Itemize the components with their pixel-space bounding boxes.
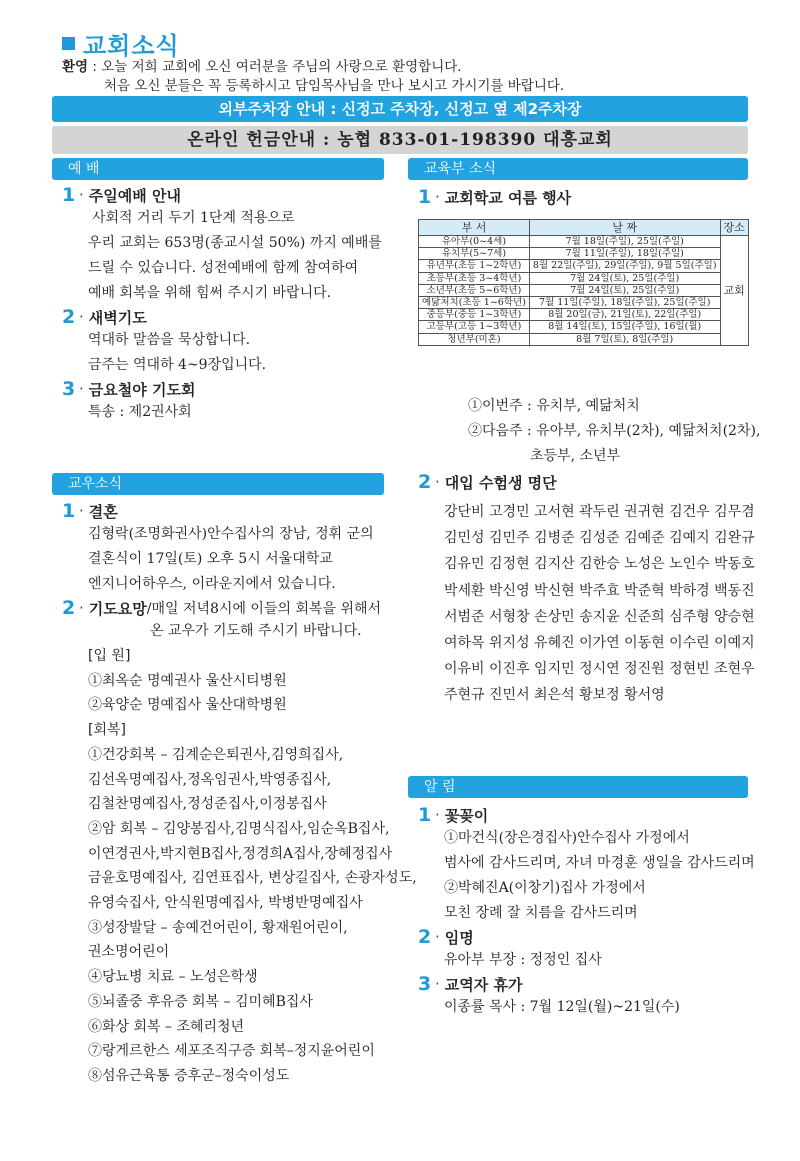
item-number: 3	[62, 378, 76, 400]
worship-1-line-3: 드릴 수 있습니다. 성전예배에 함께 참여하여	[88, 260, 359, 276]
admitted-2: ②육양순 명예집사 울산대학병원	[88, 697, 287, 714]
recovery-line: ③성장발달 – 송예건어린이, 황재원어린이,	[88, 919, 348, 936]
applicant-row: 김민성 김민주 김병준 김성준 김예준 김예지 김완규	[444, 530, 755, 547]
item-number: 3	[418, 973, 432, 995]
members-item-2-title	[62, 597, 402, 619]
table-header-cell: 부 서	[419, 220, 530, 236]
recovery-line: 김선옥명예집사,정옥임권사,박영종집사,	[88, 771, 332, 788]
flowers-line-3: ②박혜진A(이창기)집사 가정에서	[444, 880, 646, 896]
worship-3-line-1: 특송 : 제2권사회	[88, 404, 192, 420]
flowers-line-1: ①마건식(장은경집사)안수집사 가정에서	[444, 830, 690, 846]
members-item-1-title	[62, 500, 402, 522]
education-section	[418, 186, 750, 208]
item-title-text: 금요철야 기도회	[88, 380, 196, 399]
item-number: 2	[418, 471, 432, 493]
worship-2-line-2: 금주는 역대하 4~9장입니다.	[88, 357, 267, 373]
table-row	[419, 284, 749, 296]
item-title-rest: /매일 저녁8시에 이들의 회복을 위해서	[146, 601, 382, 617]
table-header-cell: 날 짜	[529, 220, 720, 236]
applicant-row: 강단비 고경민 고서현 곽두린 권귀현 김건우 김무겸	[444, 504, 755, 520]
item-title-text: 교회학교 여름 행사	[444, 188, 572, 207]
worship-1-line-2: 우리 교회는 653명(종교시설 50%) 까지 예배를	[88, 235, 382, 251]
dot-separator: ·	[79, 308, 84, 326]
applicant-row: 여하목 위지성 유혜진 이가연 이동현 이수린 이예지	[444, 635, 755, 652]
event-note-2: ②다음주 : 유아부, 유치부(2차), 예닮처치(2차),	[468, 423, 761, 439]
admitted-label: [입 원]	[88, 648, 131, 664]
recovery-line: 유영숙집사, 안식원명예집사, 박병반명예집사	[88, 895, 363, 912]
item-title-text: 결혼	[88, 502, 118, 521]
applicant-row: 김유민 김정현 김지산 김한승 노성은 노인수 박동호	[444, 556, 755, 573]
welcome-line-1	[62, 58, 762, 77]
table-cell: 예닮처치(초등 1~6학년)	[419, 296, 530, 308]
table-cell: 8월 7일(토), 8일(주일)	[529, 333, 720, 345]
item-number: 2	[418, 926, 432, 948]
table-cell: 소년부(초등 5~6학년)	[419, 284, 530, 296]
recovery-line: 김철찬명예집사,정성준집사,이정봉집사	[88, 796, 327, 813]
page-header	[62, 28, 762, 96]
recovery-line: 금윤호명예집사, 김연표집사, 변상길집사, 손광자성도,	[88, 870, 417, 887]
event-note-1: ①이번주 : 유치부, 예닮처치	[468, 398, 640, 414]
offering-banner: 온라인 헌금안내 : 농협 833-01-198390 대흥교회	[52, 126, 748, 154]
table-cell: 초등부(초등 3~4학년)	[419, 272, 530, 284]
section-header-worship: 예 배	[52, 158, 384, 180]
dot-separator: ·	[435, 975, 440, 993]
recovery-line: 이연경권사,박지현B집사,정경희A집사,장혜정집사	[88, 845, 393, 862]
item-title-text: 교역자 휴가	[444, 975, 523, 994]
section-header-members: 교우소식	[52, 473, 384, 495]
table-row	[419, 333, 749, 345]
item-title-text: 새벽기도	[88, 308, 147, 327]
table-row	[419, 321, 749, 333]
worship-item-2-title	[62, 306, 392, 328]
item-number: 1	[62, 500, 76, 522]
applicant-row: 박세환 박신영 박신현 박주효 박준혁 박하경 백동진	[444, 582, 755, 599]
item-title-text: 대입 수험생 명단	[444, 473, 557, 492]
table-cell: 7월 18일(주일), 25일(주일)	[529, 236, 720, 248]
item-title-text: 기도요망	[88, 599, 147, 618]
welcome-label: 환영	[62, 59, 89, 75]
section-header-notices: 알 림	[408, 776, 748, 798]
vacation-line: 이종률 목사 : 7월 12일(월)~21일(수)	[444, 999, 680, 1015]
table-cell: 7월 11일(주일), 18일(주일)	[529, 248, 720, 260]
applicant-list	[418, 499, 758, 709]
education-notes	[418, 394, 761, 709]
item-title-text: 임명	[444, 928, 474, 947]
table-row	[419, 272, 749, 284]
event-note-3: 초등부, 소년부	[530, 448, 621, 464]
recovery-line: ①건강회복 – 김계순은퇴권사,김영희집사,	[88, 746, 344, 763]
title-row	[62, 28, 762, 58]
item-number: 1	[418, 804, 432, 826]
item-title-text: 주일예배 안내	[88, 186, 181, 205]
members-section	[62, 500, 417, 1089]
recovery-line: ⑧섬유근육통 증후군–정숙이성도	[88, 1067, 290, 1084]
wedding-line-1: 김형락(조명화권사)안수집사의 장남, 정휘 군의	[88, 526, 374, 542]
page-title: 교회소식	[83, 31, 180, 60]
applicant-row: 서범준 서형창 손상민 송지윤 신준희 심주형 양승현	[444, 608, 755, 625]
table-cell: 7월 24일(토), 25일(주일)	[529, 284, 720, 296]
notices-section	[418, 804, 758, 1020]
recovery-line: ⑤뇌졸중 후유증 회복 – 김미혜B집사	[88, 993, 313, 1010]
dot-separator: ·	[79, 599, 84, 617]
dot-separator: ·	[435, 806, 440, 824]
notices-item-1-title	[418, 804, 758, 826]
table-cell: 7월 24일(토), 25일(주일)	[529, 272, 720, 284]
table-cell: 유아부(0~4세)	[419, 236, 530, 248]
wedding-line-2: 결혼식이 17일(토) 오후 5시 서울대학교	[88, 551, 333, 567]
dot-separator: ·	[435, 188, 440, 206]
table-row	[419, 236, 749, 248]
recovery-label: [회복]	[88, 722, 126, 739]
table-header-row	[419, 220, 749, 236]
worship-item-3-title	[62, 378, 392, 400]
dot-separator: ·	[79, 502, 84, 520]
welcome-text-1: : 오늘 저희 교회에 오신 여러분을 주님의 사랑으로 환영합니다.	[92, 59, 462, 75]
table-cell: 유년부(초등 1~2학년)	[419, 260, 530, 272]
table-row	[419, 260, 749, 272]
education-item-1-title	[418, 186, 750, 208]
notices-item-2-title	[418, 926, 758, 948]
recovery-line: ⑥화상 회복 – 조혜리청년	[88, 1018, 245, 1035]
dot-separator: ·	[79, 186, 84, 204]
item-title-text: 꽃꽂이	[444, 806, 489, 825]
dot-separator: ·	[79, 380, 84, 398]
flowers-line-4: 모친 장례 잘 치름을 감사드리며	[444, 905, 638, 921]
table-cell: 8월 22일(주일), 29일(주일), 9월 5일(주일)	[529, 260, 720, 272]
appointment-line: 유아부 부장 : 정정인 집사	[444, 952, 602, 968]
recovery-line: ④당뇨병 치료 – 노성은학생	[88, 969, 258, 986]
recovery-line: ⑦랑게르한스 세포조직구증 회복–정지윤어린이	[88, 1043, 375, 1060]
dot-separator: ·	[435, 928, 440, 946]
item-number: 2	[62, 597, 76, 619]
table-header-cell: 장소	[720, 220, 748, 236]
table-cell: 고등부(고등 1~3학년)	[419, 321, 530, 333]
flowers-line-2: 범사에 감사드리며, 자녀 마경훈 생일을 감사드리며	[444, 855, 755, 871]
notices-item-3-title	[418, 973, 758, 995]
education-item-2-title	[418, 471, 758, 493]
item-number: 1	[62, 184, 76, 206]
admitted-1: ①최옥순 명예권사 울산시티병원	[88, 672, 287, 689]
recovery-line: 권소명어린이	[88, 944, 170, 961]
recovery-line: ②암 회복 – 김양봉집사,김명식집사,임순옥B집사,	[88, 820, 390, 837]
table-row	[419, 296, 749, 308]
applicant-row: 이유비 이진후 임지민 정시연 정진원 정현빈 조현우	[444, 661, 755, 678]
wedding-line-3: 엔지니어하우스, 이라운지에서 있습니다.	[88, 576, 336, 592]
item-number: 2	[62, 306, 76, 328]
table-cell: 청년부(미혼)	[419, 333, 530, 345]
worship-2-line-1: 역대하 말씀을 묵상합니다.	[88, 332, 251, 348]
worship-1-line-1: 사회적 거리 두기 1단계 적용으로	[92, 210, 295, 226]
item-number: 1	[418, 186, 432, 208]
table-cell: 유치부(5~7세)	[419, 248, 530, 260]
worship-item-1-title	[62, 184, 392, 206]
worship-section	[62, 184, 392, 425]
parking-banner: 외부주차장 안내 : 신정고 주차장, 신정고 옆 제2주차장	[52, 96, 748, 122]
table-cell: 중등부(중등 1~3학년)	[419, 309, 530, 321]
table-cell-place: 교회	[720, 236, 748, 346]
table-row	[419, 248, 749, 260]
square-bullet-icon	[62, 37, 75, 50]
table-row	[419, 309, 749, 321]
welcome-line-2: 처음 오신 분들은 꼭 등록하시고 담임목사님을 만나 보시고 가시기를 바랍니다.	[104, 78, 565, 94]
section-header-education: 교육부 소식	[408, 158, 748, 180]
dot-separator: ·	[435, 473, 440, 491]
applicant-row: 주현규 진민서 최은석 황보정 황서영	[444, 687, 665, 704]
prayer-line-2: 온 교우가 기도해 주시기 바랍니다.	[150, 623, 362, 639]
worship-1-line-4: 예배 회복을 위해 힘써 주시기 바랍니다.	[88, 285, 332, 301]
table-cell: 8월 20일(금), 21일(토), 22일(주일)	[529, 309, 720, 321]
table-cell: 8월 14일(토), 15일(주일), 16일(월)	[529, 321, 720, 333]
table-cell: 7월 11일(주일), 18일(주일), 25일(주일)	[529, 296, 720, 308]
summer-events-table	[418, 219, 749, 346]
